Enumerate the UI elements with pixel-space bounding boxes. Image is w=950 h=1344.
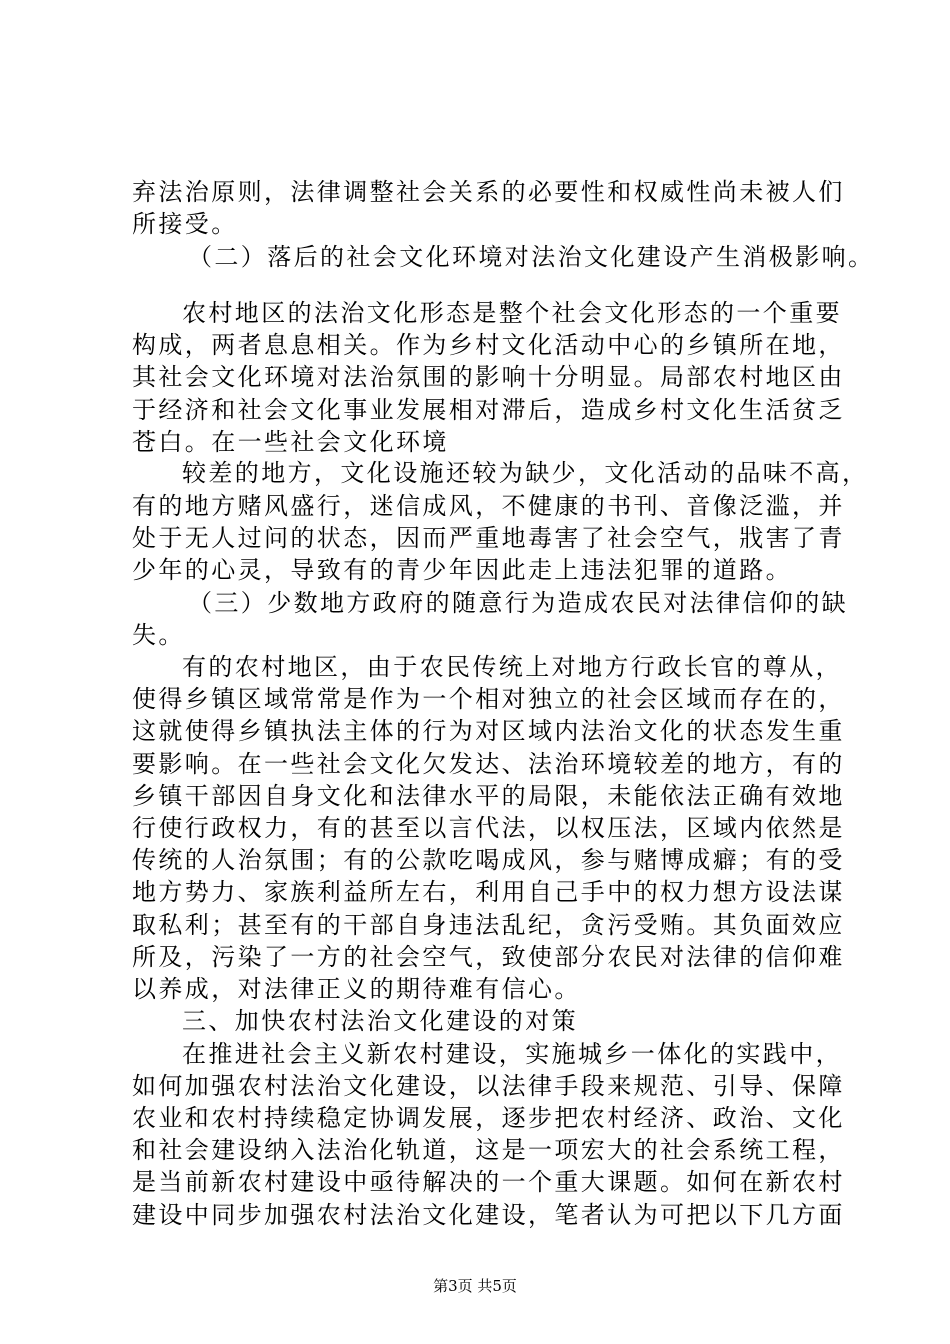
text-line: 弃法治原则，法律调整社会关系的必要性和权威性尚未被人们 — [132, 178, 845, 206]
text-line: 和社会建设纳入法治化轨道，这是一项宏大的社会系统工程， — [132, 1136, 845, 1164]
text-line: 较差的地方，文化设施还较为缺少，文化活动的品味不高， — [182, 459, 869, 487]
text-line: 这就使得乡镇执法主体的行为对区域内法治文化的状态发生重 — [132, 717, 845, 745]
page-number-footer: 第3页 共5页 — [433, 1277, 517, 1295]
text-line: 如何加强农村法治文化建设，以法律手段来规范、引导、保障 — [132, 1072, 845, 1100]
text-line: 是当前新农村建设中亟待解决的一个重大课题。如何在新农村 — [132, 1168, 845, 1196]
text-line: 乡镇干部因自身文化和法律水平的局限，未能依法正确有效地 — [132, 782, 845, 810]
section-heading: 三、加快农村法治文化建设的对策 — [182, 1007, 578, 1035]
text-line: 农业和农村持续稳定协调发展，逐步把农村经济、政治、文化 — [132, 1104, 845, 1132]
text-line: 处于无人过问的状态，因而严重地毒害了社会空气，戕害了青 — [132, 524, 845, 552]
text-line: 其社会文化环境对法治氛围的影响十分明显。局部农村地区由 — [132, 363, 845, 391]
text-line: 失。 — [132, 621, 185, 649]
text-line: 少年的心灵，导致有的青少年因此走上违法犯罪的道路。 — [132, 556, 792, 584]
text-line: 苍白。在一些社会文化环境 — [132, 428, 449, 456]
text-line: 有的农村地区，由于农民传统上对地方行政长官的尊从， — [182, 653, 842, 681]
text-line: 取私利；甚至有的干部自身违法乱纪，贪污受贿。其负面效应 — [132, 911, 845, 939]
text-line: 使得乡镇区域常常是作为一个相对独立的社会区域而存在的， — [132, 685, 845, 713]
text-line: 有的地方赌风盛行，迷信成风，不健康的书刊、音像泛滥，并 — [132, 492, 845, 520]
text-line: 以养成，对法律正义的期待难有信心。 — [132, 975, 581, 1003]
text-line: 农村地区的法治文化形态是整个社会文化形态的一个重要 — [182, 299, 842, 327]
text-line: 行使行政权力，有的甚至以言代法，以权压法，区域内依然是 — [132, 814, 845, 842]
text-line: 构成，两者息息相关。作为乡村文化活动中心的乡镇所在地， — [132, 331, 845, 359]
text-line: 要影响。在一些社会文化欠发达、法治环境较差的地方，有的 — [132, 750, 845, 778]
text-line: 建设中同步加强农村法治文化建设，笔者认为可把以下几方面 — [132, 1201, 845, 1229]
text-line: 在推进社会主义新农村建设，实施城乡一体化的实践中， — [182, 1040, 842, 1068]
text-line: 所接受。 — [132, 210, 238, 238]
text-line: 地方势力、家族利益所左右，利用自己手中的权力想方设法谋 — [132, 878, 845, 906]
text-line: 所及，污染了一方的社会空气，致使部分农民对法律的信仰难 — [132, 943, 845, 971]
text-line: 传统的人治氛围；有的公款吃喝成风，参与赌博成癖；有的受 — [132, 846, 845, 874]
section-heading: （三）少数地方政府的随意行为造成农民对法律信仰的缺 — [188, 589, 848, 617]
text-line: 于经济和社会文化事业发展相对滞后，造成乡村文化生活贫乏 — [132, 396, 845, 424]
section-heading: （二）落后的社会文化环境对法治文化建设产生消极影响。 — [188, 243, 875, 271]
